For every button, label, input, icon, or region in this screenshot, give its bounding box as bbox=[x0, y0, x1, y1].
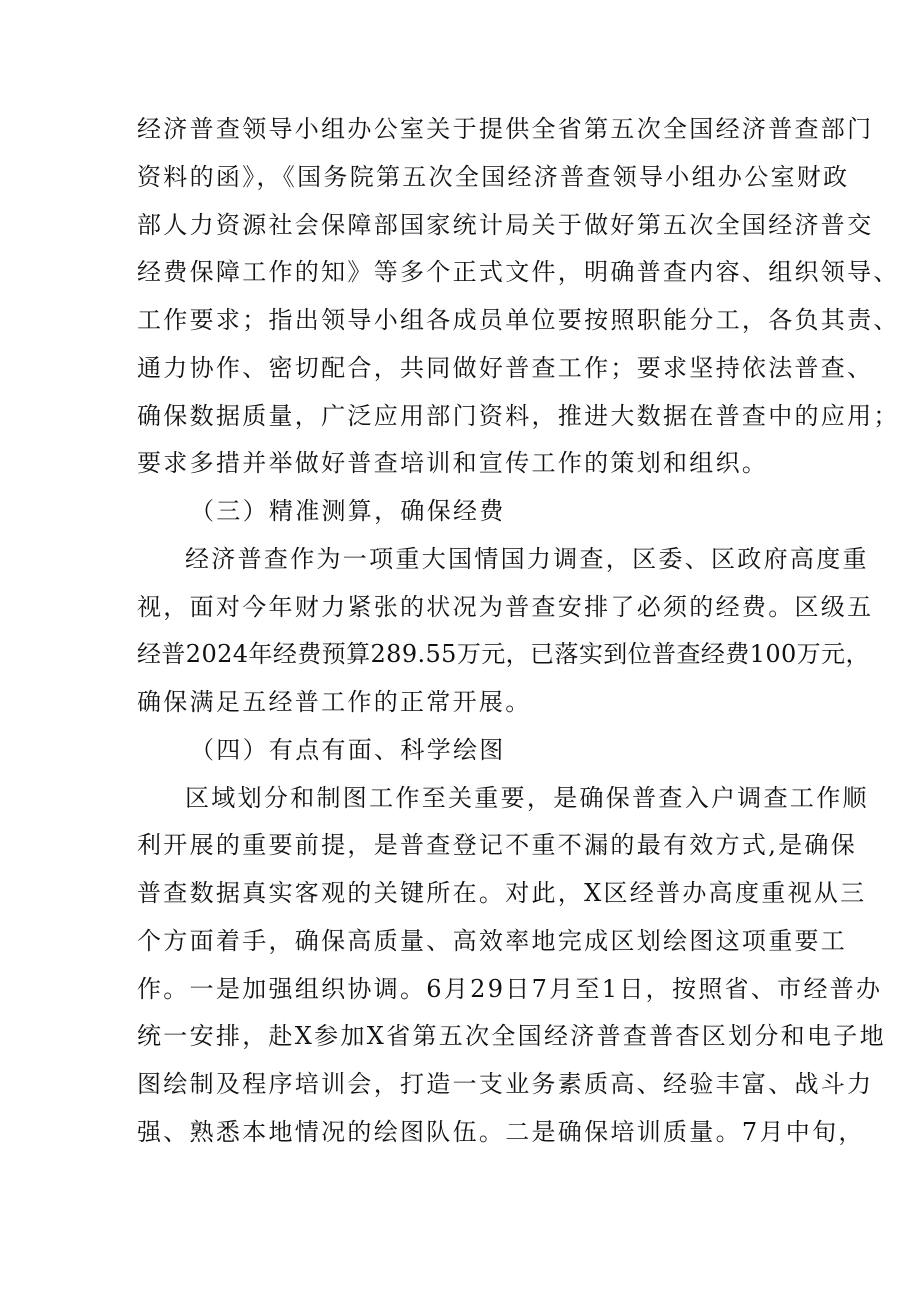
text-line: 工作要求；指出领导小组各成员单位要按照职能分工，各负其责、 bbox=[137, 306, 900, 334]
text-line: 作。一是加强组织协调。6月29日7月至1日，按照省、市经普办 bbox=[137, 975, 883, 1003]
text-line: 统一安排，赴X参加X省第五次全国经济普查普杳区划分和电子地 bbox=[137, 1022, 886, 1050]
text-line: 强、熟悉本地情况的绘图队伍。二是确保培训质量。7月中旬， bbox=[137, 1118, 865, 1146]
text-line: 普查数据真实客观的关键所在。对此，X区经普办高度重视从三 bbox=[137, 879, 867, 907]
text-line: 确保满足五经普工作的正常开展。 bbox=[137, 688, 532, 716]
section-heading-four: （四）有点有面、科学绘图 bbox=[190, 736, 506, 764]
text-line: 经济普查领导小组办公室关于提供全省第五次全国经济普查部门 bbox=[137, 115, 874, 143]
text-line: 要求多措并举做好普查培训和宣传工作的策划和组织。 bbox=[137, 449, 769, 477]
paragraph-first-line: 区域划分和制图工作至关重要，是确保普查入户调查工作顺 bbox=[185, 784, 869, 812]
text-line: 通力协作、密切配合，共同做好普查工作；要求坚持依法普查、 bbox=[137, 354, 874, 382]
section-heading-three: （三）精准测算，确保经费 bbox=[190, 497, 506, 525]
text-line: 资料的函》，《国务院第五次全国经济普查领导小组办公室财政 bbox=[137, 163, 850, 191]
text-line: 经普2024年经费预算289.55万元，已落实到位普查经费100万元， bbox=[137, 640, 870, 668]
text-line: 图绘制及程序培训会，打造一支业务素质高、经验丰富、战斗力 bbox=[137, 1070, 874, 1098]
text-line: 部人力资源社会保障部国家统计局关于做好第五次全国经济普交 bbox=[137, 211, 874, 239]
text-line: 视，面对今年财力紧张的状况为普查安排了必须的经费。区级五 bbox=[137, 593, 874, 621]
text-line: 确保数据质量，广泛应用部门资料，推进大数据在普查中的应用； bbox=[137, 402, 900, 430]
text-line: 个方面着手，确保高质量、高效率地完成区划绘图这项重要工 bbox=[137, 927, 848, 955]
text-line: 利开展的重要前提，是普查登记不重不漏的最有效方式,是确保 bbox=[137, 831, 858, 859]
paragraph-first-line: 经济普查作为一项重大国情国力调查，区委、区政府高度重 bbox=[185, 545, 869, 573]
text-line: 经费保障工作的知》等多个正式文件，明确普查内容、组织领导、 bbox=[137, 258, 900, 286]
